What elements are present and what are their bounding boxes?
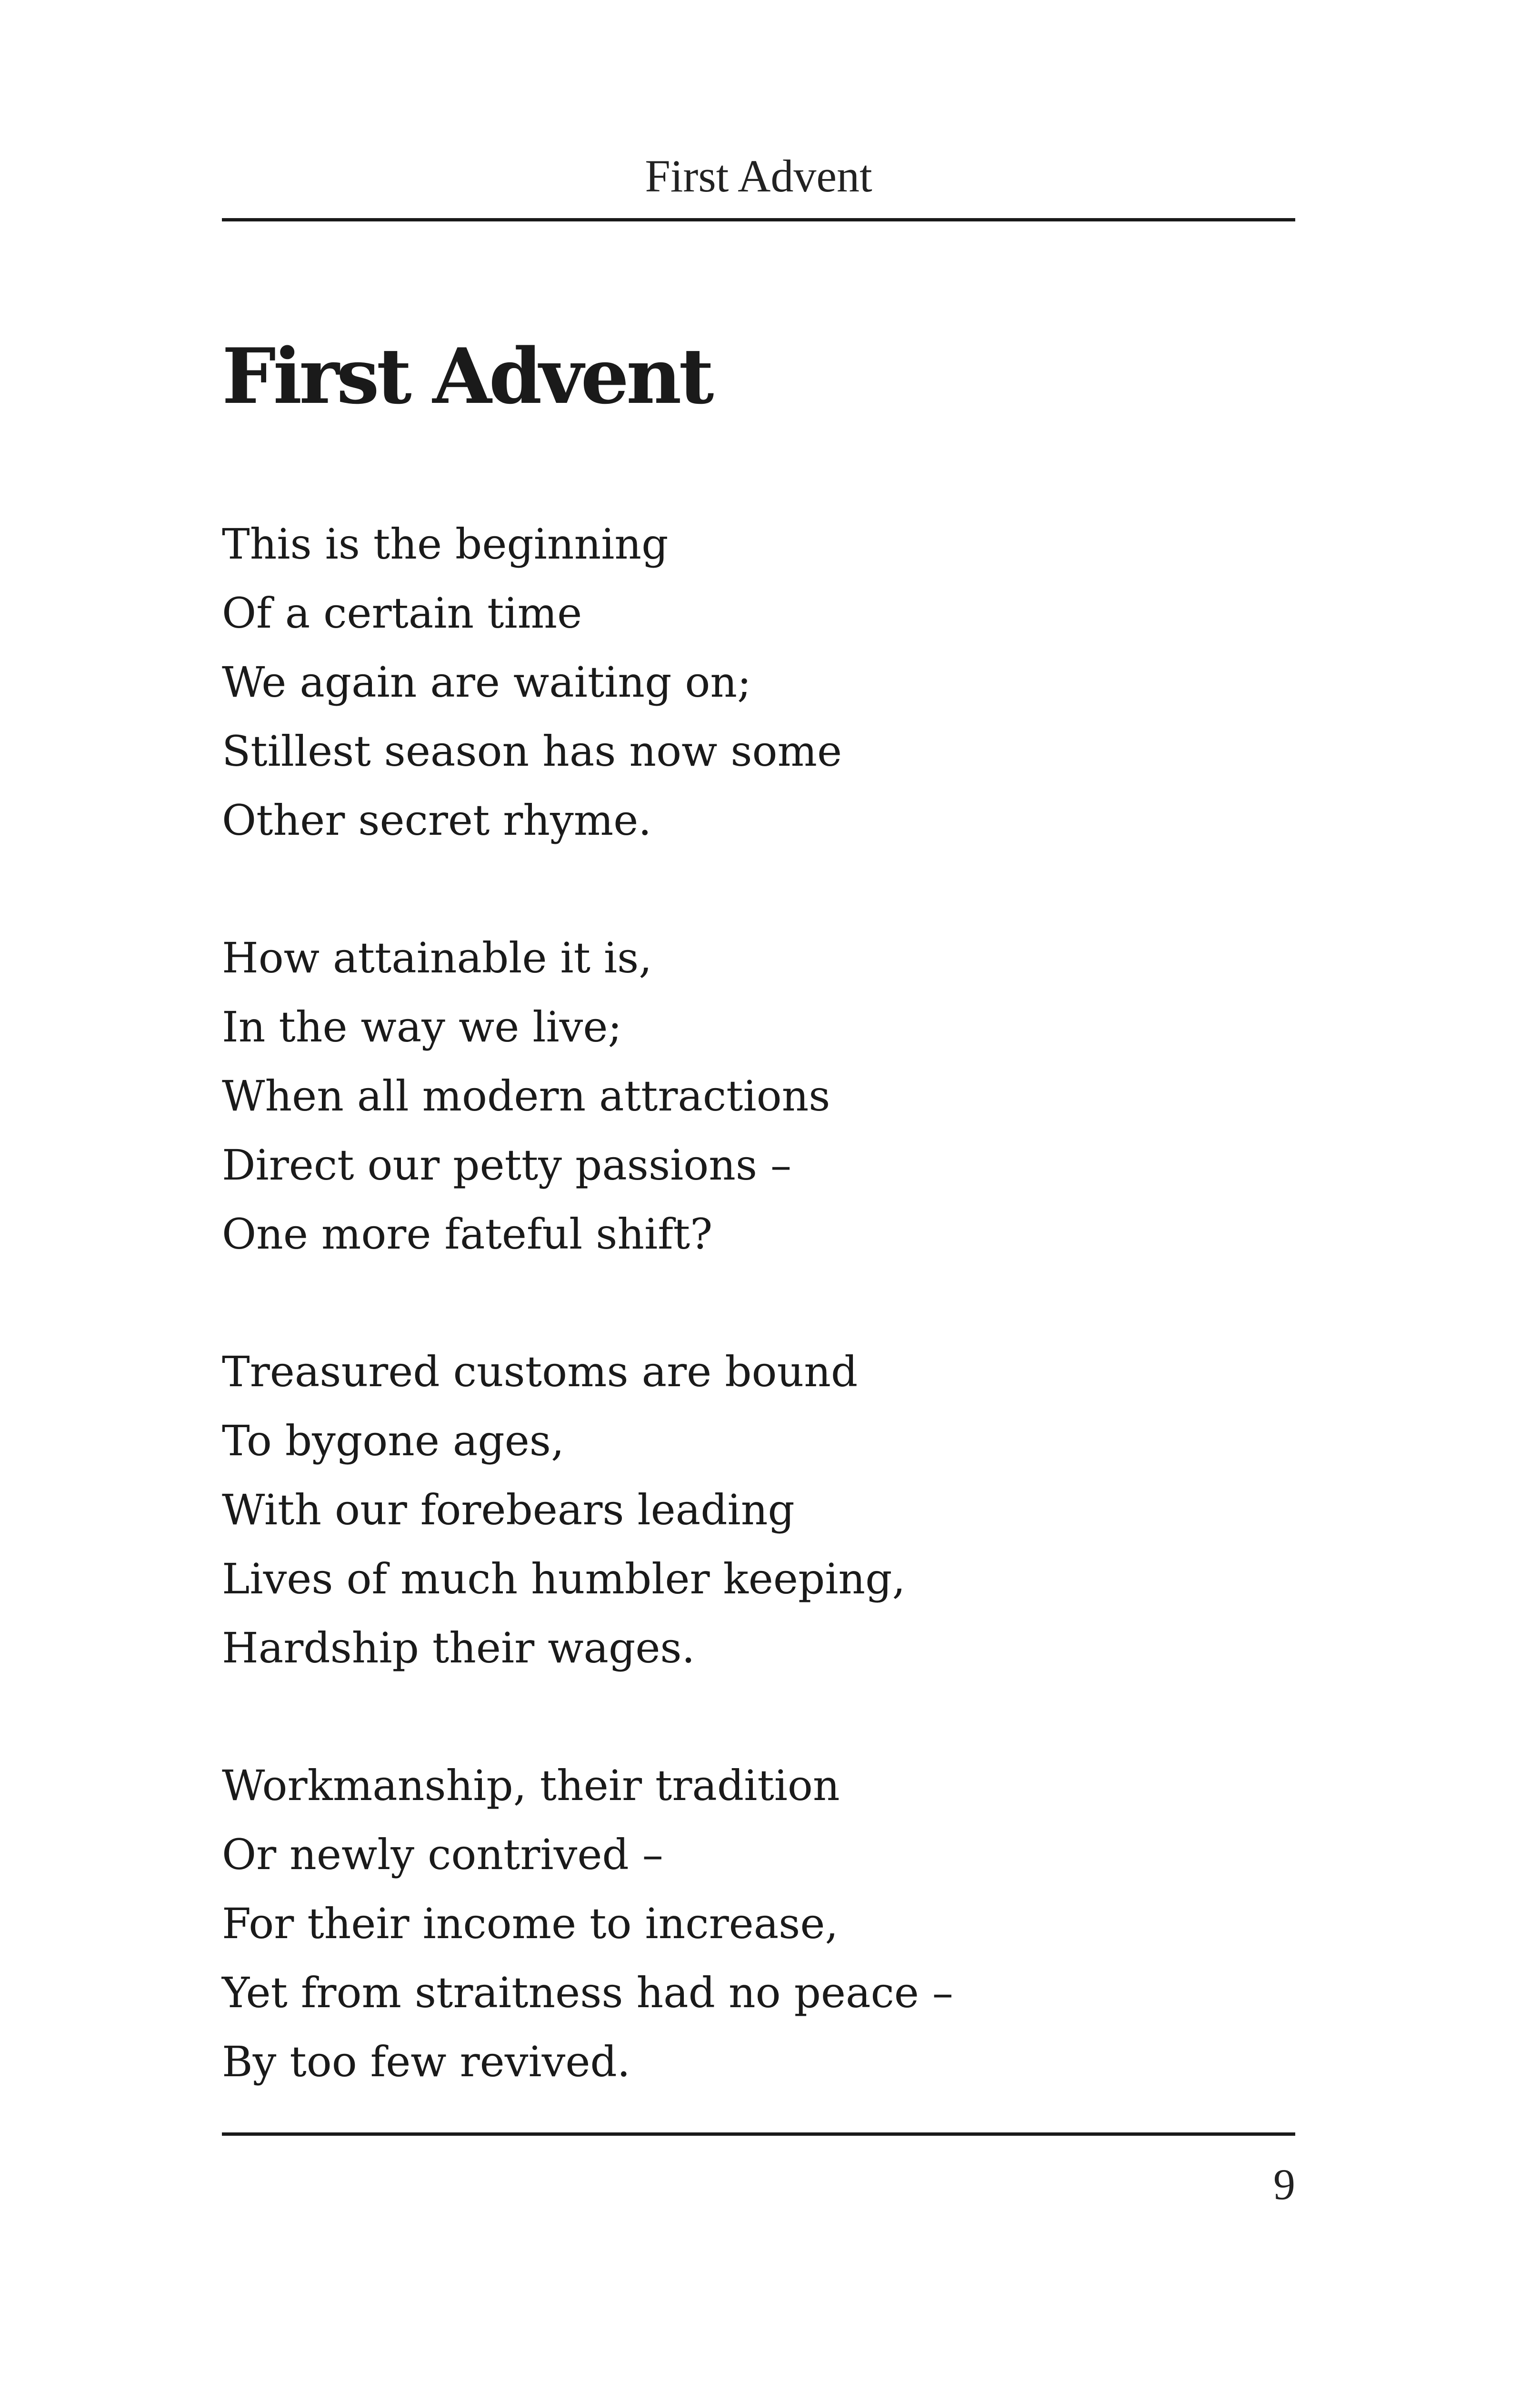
poem-line: Of a certain time <box>222 589 582 638</box>
poem-line: Direct our petty passions – <box>222 1140 792 1190</box>
poem-line: To bygone ages, <box>222 1416 564 1465</box>
poem-line: Or newly contrived – <box>222 1830 663 1879</box>
stanza <box>222 510 1295 855</box>
running-head: First Advent <box>645 150 872 201</box>
poem-line: Stillest season has now some <box>222 727 842 776</box>
poem-line: When all modern attractions <box>222 1071 830 1120</box>
poem-title: First Advent <box>222 331 711 421</box>
footer-rule <box>222 2132 1295 2136</box>
page-number: 9 <box>1273 2160 1295 2209</box>
poem-body <box>222 510 1295 2096</box>
poem-line: Treasured customs are bound <box>222 1347 858 1396</box>
poem-line: By too few revived. <box>222 2037 630 2086</box>
poem-line: Lives of much humbler keeping, <box>222 1554 906 1603</box>
poem-line: Workmanship, their tradition <box>222 1761 840 1810</box>
header-rule <box>222 218 1295 221</box>
poem-line: This is the beginning <box>222 520 669 569</box>
poem-line: In the way we live; <box>222 1002 622 1051</box>
poem-line: One more fateful shift? <box>222 1210 713 1259</box>
poem-line: How attainable it is, <box>222 933 652 982</box>
poem-line: Yet from straitness had no peace – <box>222 1968 953 2017</box>
poem-line: Hardship their wages. <box>222 1623 695 1672</box>
poem-line: We again are waiting on; <box>222 658 751 707</box>
poem-line: With our forebears leading <box>222 1485 795 1534</box>
poem-line: Other secret rhyme. <box>222 796 652 845</box>
stanza <box>222 923 1295 1269</box>
stanza <box>222 1751 1295 2096</box>
stanza <box>222 1337 1295 1682</box>
poem-line: For their income to increase, <box>222 1899 839 1948</box>
